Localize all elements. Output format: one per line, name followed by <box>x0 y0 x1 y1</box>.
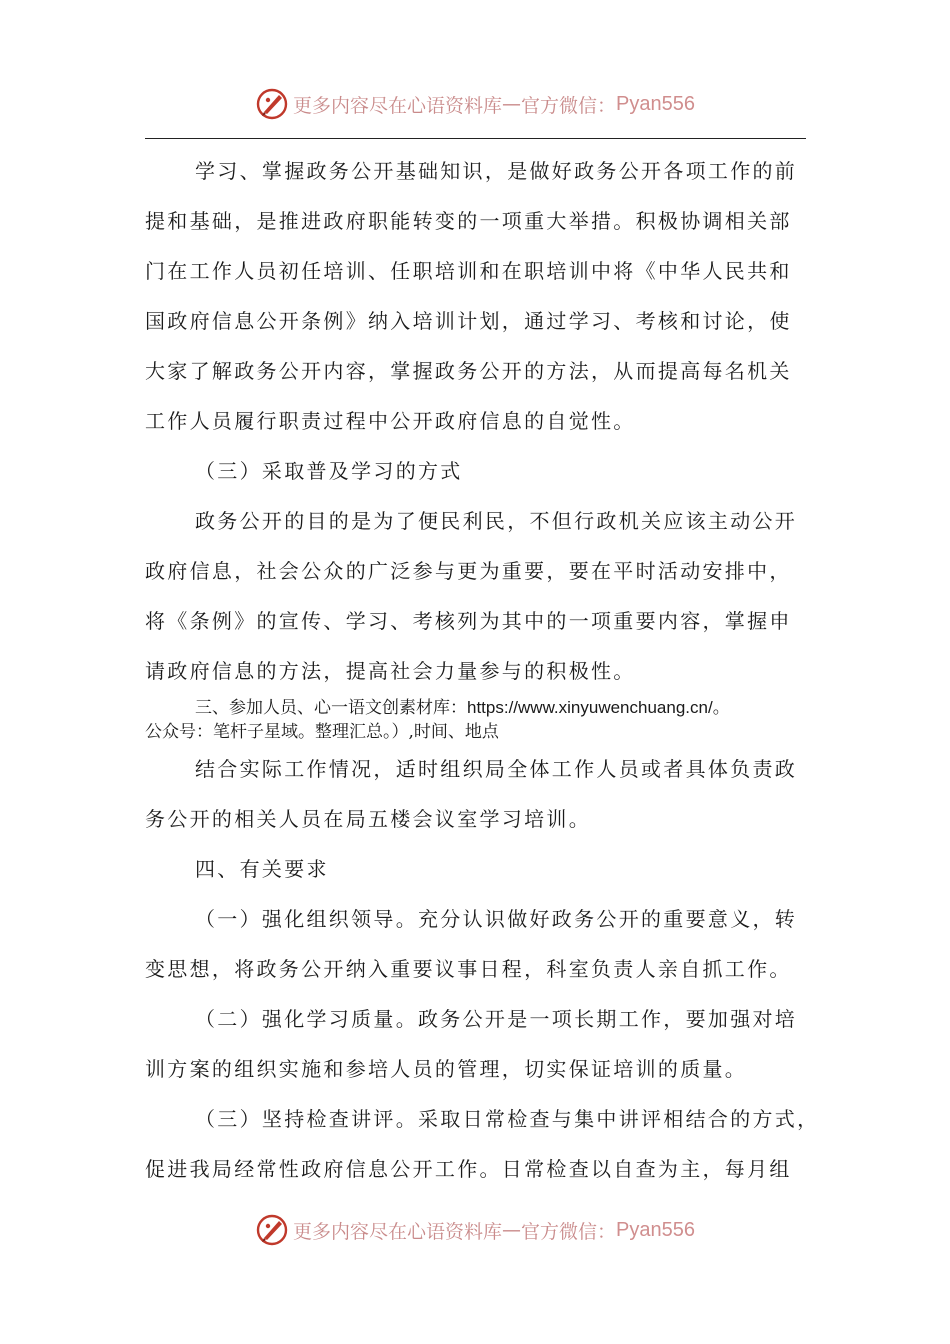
paragraph-line: 国政府信息公开条例》纳入培训计划，通过学习、考核和讨论，使 <box>145 309 792 333</box>
paragraph-line: 大家了解政务公开内容，掌握政务公开的方法，从而提高每名机关 <box>145 359 792 383</box>
paragraph-line: 政务公开的目的是为了便民利民，不但行政机关应该主动公开 <box>195 509 798 533</box>
document-body <box>145 146 820 1194</box>
paragraph-line: （三）坚持检查讲评。采取日常检查与集中讲评相结合的方式， <box>195 1107 820 1131</box>
paragraph-line: 提和基础，是推进政府职能转变的一项重大举措。积极协调相关部 <box>145 209 792 233</box>
quill-pen-logo-icon <box>255 1213 289 1247</box>
paragraph-line: 促进我局经常性政府信息公开工作。日常检查以自查为主，每月组 <box>145 1157 792 1181</box>
paragraph-line: 工作人员履行职责过程中公开政府信息的自觉性。 <box>145 409 636 433</box>
paragraph-line: 请政府信息的方法，提高社会力量参与的积极性。 <box>145 659 636 683</box>
paragraph-line: 训方案的组织实施和参培人员的管理，切实保证培训的质量。 <box>145 1057 748 1081</box>
banner-wechat-label: 官方微信： <box>521 94 617 117</box>
paragraph-line: 学习、掌握政务公开基础知识，是做好政务公开各项工作的前 <box>195 159 798 183</box>
banner-wechat-id: Pyan556 <box>616 92 695 115</box>
paragraph-line: 结合实际工作情况，适时组织局全体工作人员或者具体负责政 <box>195 757 798 781</box>
footer-banner <box>0 1210 950 1250</box>
subheading-method: （三）采取普及学习的方式 <box>195 459 463 483</box>
section-4-heading: 四、有关要求 <box>195 857 329 881</box>
banner-site-text: 更多内容尽在心语资料库 <box>293 94 503 117</box>
section-3-heading <box>145 696 806 720</box>
paragraph-line: 变思想，将政务公开纳入重要议事日程，科室负责人亲自抓工作。 <box>145 957 792 981</box>
section-3-text: 三、参加人员、心一语文创素材库： <box>195 698 467 718</box>
paragraph-line: （二）强化学习质量。政务公开是一项长期工作，要加强对培 <box>195 1007 798 1031</box>
quill-pen-logo-icon <box>255 87 289 121</box>
section-3-url: https://www.xinyuwenchuang.cn/ <box>467 698 713 717</box>
paragraph-line: 门在工作人员初任培训、任职培训和在职培训中将《中华人民共和 <box>145 259 792 283</box>
section-3-end: 。 <box>712 698 730 718</box>
paragraph-line: 将《条例》的宣传、学习、考核列为其中的一项重要内容，掌握申 <box>145 609 792 633</box>
banner-site-text: 更多内容尽在心语资料库 <box>293 1220 503 1243</box>
banner-wechat-id: Pyan556 <box>616 1218 695 1241</box>
banner-separator: — <box>502 93 522 115</box>
paragraph-line: 政府信息，社会公众的广泛参与更为重要，要在平时活动安排中， <box>145 559 792 583</box>
header-divider <box>145 138 806 139</box>
header-banner <box>0 84 950 124</box>
section-3-heading-cont: 公众号：笔杆子星域。整理汇总。）,时间、地点 <box>145 722 499 742</box>
paragraph-line: 务公开的相关人员在局五楼会议室学习培训。 <box>145 807 591 831</box>
banner-wechat-label: 官方微信： <box>521 1220 617 1243</box>
paragraph-line: （一）强化组织领导。充分认识做好政务公开的重要意义，转 <box>195 907 798 931</box>
banner-separator: — <box>502 1219 522 1241</box>
